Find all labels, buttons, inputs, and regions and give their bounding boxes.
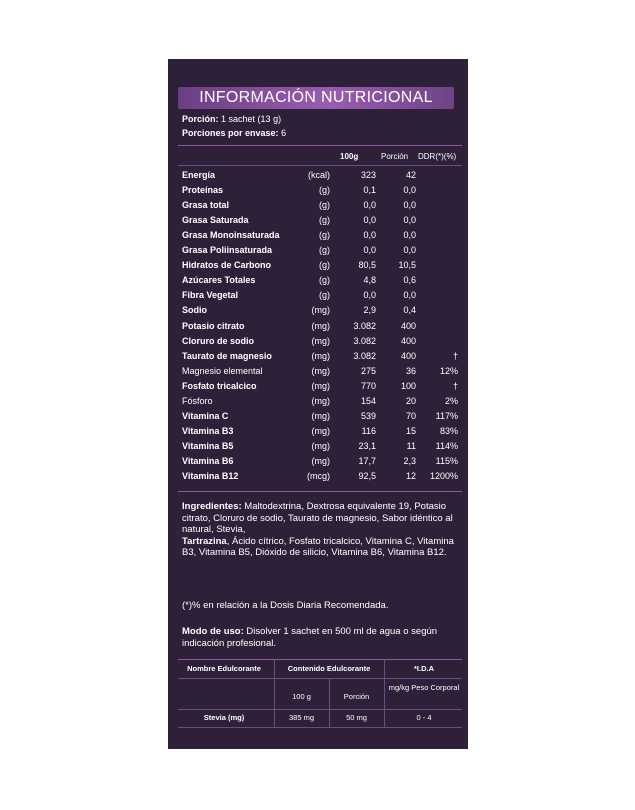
nutrient-unit: (g): [319, 215, 330, 226]
nutrient-per-portion: 20: [405, 395, 416, 406]
divider: [178, 145, 462, 146]
nutrient-name: Sodio: [182, 305, 207, 316]
nutrient-per-100g: 539: [360, 410, 376, 421]
nutrient-unit: (g): [319, 290, 330, 301]
sweetener-header-name: Nombre Edulcorante: [187, 664, 261, 673]
nutrient-per-100g: 3.082: [353, 335, 376, 346]
nutrient-ddr: 1200%: [429, 471, 458, 481]
nutrient-name: Taurato de magnesio: [182, 350, 272, 361]
nutrient-unit: (mg): [311, 350, 330, 361]
servings-value: 6: [281, 128, 287, 138]
nutrient-unit: (mg): [311, 425, 330, 436]
nutrient-per-100g: 0,0: [363, 290, 376, 301]
table-row: [168, 168, 468, 183]
table-row: [168, 454, 468, 469]
divider: [178, 659, 462, 660]
nutrient-per-100g: 116: [361, 425, 376, 436]
divider: [178, 678, 462, 679]
column-divider: [274, 659, 275, 727]
nutrient-per-100g: 0,0: [363, 230, 376, 241]
table-row: [168, 349, 468, 364]
nutrient-per-portion: 0,0: [403, 230, 416, 241]
sweetener-row-name: Stevia (mg): [203, 713, 245, 722]
nutrient-ddr: †: [452, 380, 458, 391]
nutrition-panel: [168, 59, 468, 749]
table-row: [168, 243, 468, 258]
nutrient-name: Vitamina B3: [182, 425, 234, 436]
nutrient-name: Fibra Vegetal: [182, 290, 239, 301]
sweetener-header-content: Contenido Edulcorante: [287, 664, 371, 673]
nutrient-ddr: 83%: [439, 425, 458, 436]
table-row: [168, 379, 468, 394]
nutrient-name: Magnesio elemental: [182, 365, 263, 376]
nutrient-per-100g: 2,9: [363, 305, 376, 316]
table-row: [168, 334, 468, 349]
nutrient-unit: (mg): [311, 335, 330, 346]
nutrient-per-100g: 80,5: [358, 260, 376, 271]
panel-title: INFORMACIÓN NUTRICIONAL: [199, 89, 433, 106]
nutrient-name: Proteínas: [182, 185, 224, 196]
nutrient-per-portion: 11: [406, 440, 416, 451]
nutrient-unit: (mg): [311, 380, 330, 391]
nutrient-name: Vitamina B5: [182, 440, 234, 451]
nutrient-per-portion: 10,5: [398, 260, 416, 271]
sweetener-header-ida: *I.D.A: [413, 664, 434, 673]
nutrient-name: Fosfato tricalcico: [182, 380, 257, 391]
nutrient-unit: (g): [319, 200, 330, 211]
sweetener-row-100g: 385 mg: [288, 713, 315, 722]
table-row: [168, 228, 468, 243]
table-row: [168, 409, 468, 424]
table-row: [168, 273, 468, 288]
nutrient-unit: (g): [319, 230, 330, 241]
ingredients-block: [182, 501, 460, 559]
ingredients-bold: Tartrazina: [182, 535, 227, 547]
sweetener-row-ida: 0 - 4: [416, 713, 432, 722]
portion-label: Porción:: [182, 114, 219, 124]
nutrient-ddr: †: [452, 350, 458, 361]
nutrient-per-100g: 0,0: [363, 215, 376, 226]
nutrient-per-portion: 70: [405, 410, 416, 421]
table-row: [168, 439, 468, 454]
nutrient-per-100g: 323: [360, 170, 376, 180]
table-row: [168, 364, 468, 379]
nutrient-per-portion: 15: [405, 425, 416, 436]
nutrient-per-portion: 0,6: [403, 275, 416, 286]
nutrient-name: Grasa total: [182, 200, 230, 211]
nutrient-ddr: 114%: [435, 440, 458, 451]
divider: [178, 165, 462, 166]
column-divider: [384, 659, 385, 727]
nutrient-per-100g: 0,1: [363, 185, 376, 196]
divider: [178, 727, 462, 728]
nutrient-name: Potasio citrato: [182, 320, 245, 331]
nutrient-per-100g: 275: [360, 365, 376, 376]
nutrient-unit: (kcal): [308, 170, 330, 180]
servings-label: Porciones por envase:: [182, 128, 279, 138]
nutrient-name: Hidratos de Carbono: [182, 260, 272, 271]
table-row: [168, 469, 468, 484]
nutrient-unit: (g): [319, 185, 330, 196]
nutrient-per-portion: 400: [400, 335, 416, 346]
portion-value: 1 sachet (13 g): [221, 114, 282, 124]
nutrient-name: Cloruro de sodio: [182, 335, 254, 346]
nutrient-per-portion: 400: [400, 350, 416, 361]
nutrient-name: Vitamina C: [182, 410, 229, 421]
header-portion: Porción: [381, 152, 409, 161]
table-row: [168, 319, 468, 334]
nutrient-unit: (mcg): [307, 471, 330, 481]
ingredients-label: Ingredientes:: [182, 501, 242, 512]
sweetener-sub-portion: Porción: [343, 692, 370, 701]
nutrient-per-portion: 0,0: [403, 215, 416, 226]
nutrient-name: Grasa Poliinsaturada: [182, 245, 273, 256]
nutrient-per-portion: 12: [405, 471, 416, 481]
usage-label: Modo de uso:: [182, 626, 244, 637]
nutrient-name: Grasa Monoinsaturada: [182, 230, 280, 241]
nutrient-per-100g: 4,8: [363, 275, 376, 286]
servings-line: [182, 127, 286, 139]
nutrient-per-portion: 0,0: [403, 245, 416, 256]
nutrient-per-portion: 0,0: [403, 200, 416, 211]
nutrient-per-portion: 0,0: [403, 185, 416, 196]
table-row: [168, 394, 468, 409]
divider: [178, 709, 462, 710]
table-row: [168, 258, 468, 273]
nutrient-per-portion: 400: [400, 320, 416, 331]
nutrient-name: Energía: [182, 170, 216, 180]
usage-block: [182, 626, 460, 649]
nutrient-ddr: 2%: [444, 395, 458, 406]
nutrient-per-100g: 3.082: [353, 320, 376, 331]
nutrient-unit: (mg): [311, 440, 330, 451]
nutrient-name: Vitamina B6: [182, 455, 234, 466]
title-banner: [178, 87, 454, 109]
portion-line: [182, 113, 281, 125]
nutrient-unit: (mg): [311, 320, 330, 331]
ingredients-text-2: , Ácido cítrico, Fosfato tricalcico, Vitamina C, Vitamina B3, Vitamina B5, Dióxido de silicio, Vitamina B6, Vitamina B12.: [182, 535, 454, 558]
nutrient-unit: (g): [319, 275, 330, 286]
nutrient-per-100g: 154: [360, 395, 376, 406]
nutrient-per-100g: 0,0: [363, 200, 376, 211]
sweetener-sub-ida: mg/kg Peso Corporal: [388, 683, 460, 692]
nutrient-unit: (mg): [311, 410, 330, 421]
nutrient-per-100g: 92,5: [358, 471, 376, 481]
nutrient-per-portion: 100: [400, 380, 416, 391]
table-row: [168, 303, 468, 318]
nutrient-per-100g: 0,0: [363, 245, 376, 256]
nutrient-name: Fósforo: [182, 395, 213, 406]
ddr-note: (*)% en relación a la Dosis Diaria Recomendada.: [182, 600, 389, 611]
nutrient-name: Grasa Saturada: [182, 215, 249, 226]
nutrient-unit: (mg): [311, 365, 330, 376]
table-row: [168, 424, 468, 439]
nutrient-per-portion: 0,0: [403, 290, 416, 301]
nutrient-per-portion: 0,4: [403, 305, 416, 316]
nutrient-unit: (mg): [311, 395, 330, 406]
nutrient-ddr: 117%: [435, 410, 458, 421]
nutrient-name: Azúcares Totales: [182, 275, 256, 286]
nutrient-unit: (mg): [311, 305, 330, 316]
nutrient-ddr: 115%: [435, 455, 458, 466]
nutrient-unit: (g): [319, 245, 330, 256]
nutrient-ddr: 12%: [439, 365, 458, 376]
nutrient-per-portion: 36: [405, 365, 416, 376]
divider: [178, 491, 462, 492]
sweetener-sub-100g: 100 g: [292, 692, 311, 701]
nutrient-name: Vitamina B12: [182, 471, 239, 481]
nutrient-per-100g: 770: [360, 380, 376, 391]
ingredients-text: Maltodextrina, Dextrosa equivalente 19, Potasio citrato, Cloruro de sodio, Taurato de magnesio, Sabor idéntico al natural, Stevia,: [182, 501, 453, 535]
table-row: [168, 183, 468, 198]
nutrient-unit: (mg): [311, 455, 330, 466]
header-100g: 100g: [340, 152, 359, 161]
nutrient-per-100g: 3.082: [353, 350, 376, 361]
nutrient-per-portion: 42: [405, 170, 416, 180]
table-row: [168, 198, 468, 213]
table-row: [168, 213, 468, 228]
nutrient-per-100g: 17,7: [358, 455, 376, 466]
column-divider: [329, 678, 330, 727]
table-row: [168, 288, 468, 303]
nutrient-unit: (g): [319, 260, 330, 271]
nutrient-per-portion: 2,3: [403, 455, 416, 466]
usage-text: Disolver 1 sachet en 500 ml de agua o según indicación profesional.: [182, 626, 438, 649]
header-ddr: DDR(*)(%): [418, 152, 457, 161]
sweetener-row-portion: 50 mg: [346, 713, 367, 722]
nutrient-per-100g: 23,1: [358, 440, 376, 451]
